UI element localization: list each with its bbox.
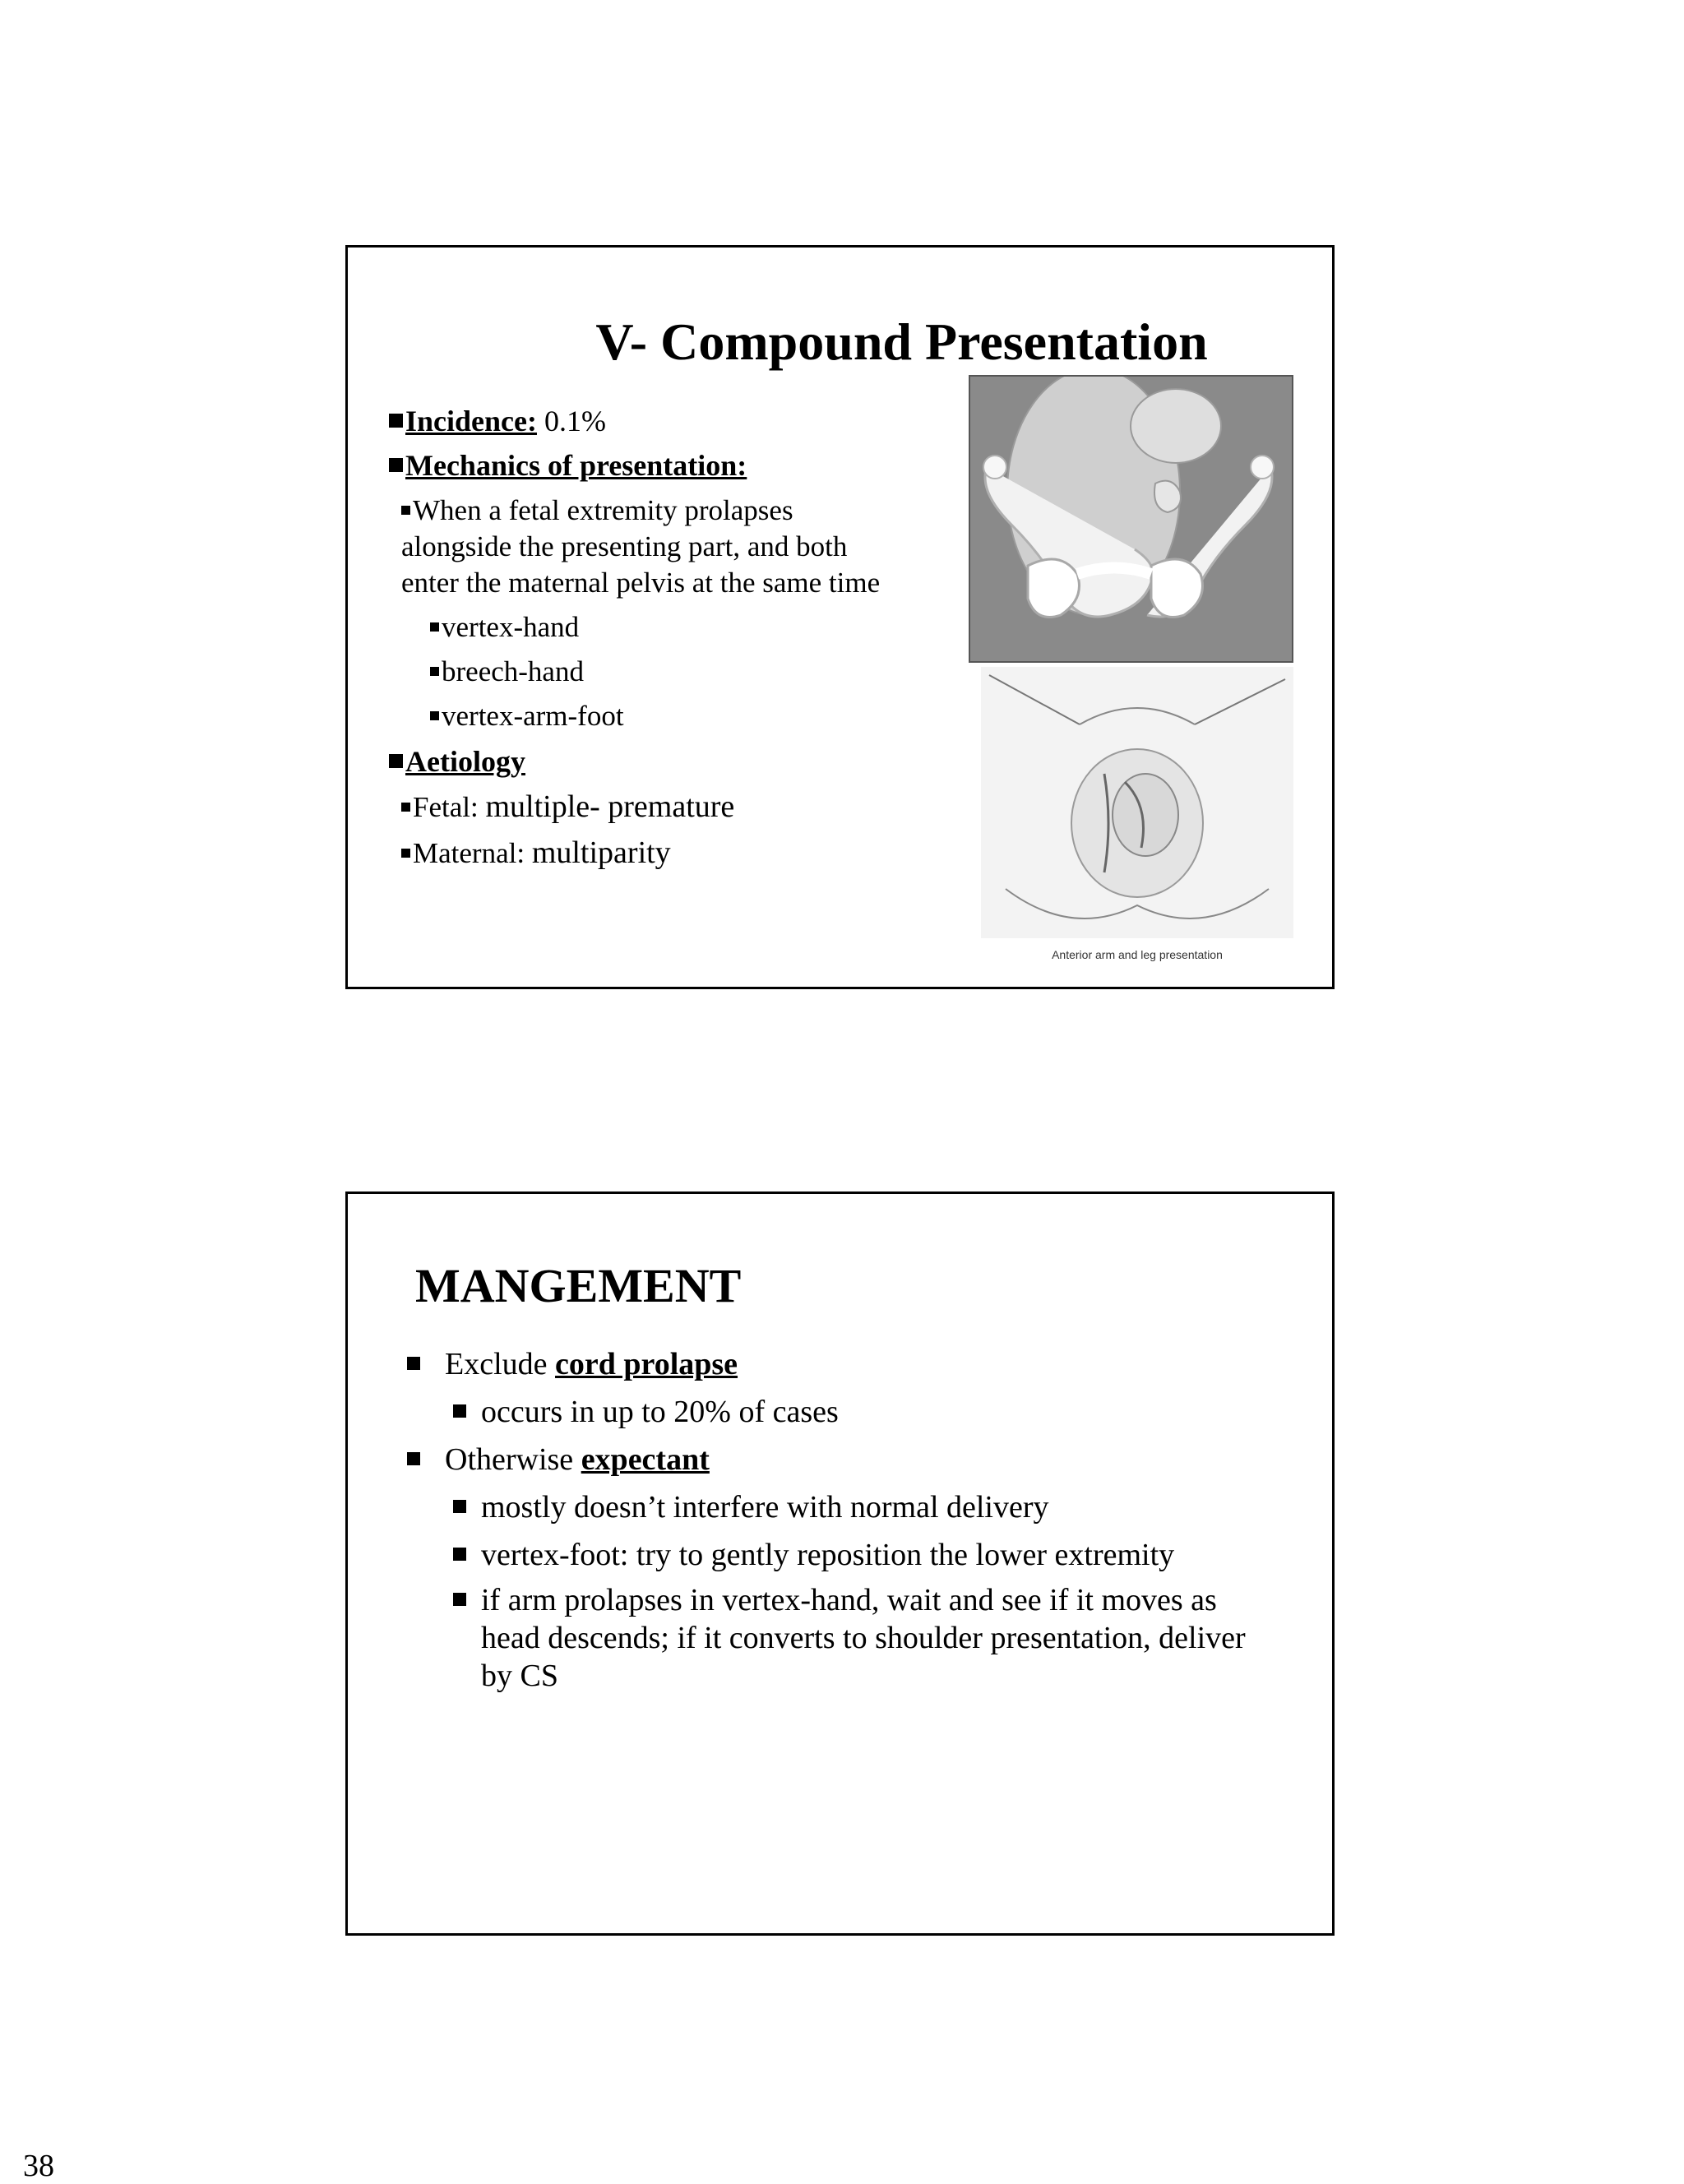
aetiology-maternal: Maternal: multiparity — [401, 835, 671, 871]
sub-bullet-occurs: occurs in up to 20% of cases — [453, 1394, 839, 1430]
bullet-square-icon — [453, 1500, 466, 1513]
page-number: 38 — [23, 2149, 54, 2183]
bullet-square-icon — [430, 667, 439, 676]
mechanics-label: Mechanics of presentation: — [405, 449, 747, 482]
bullet-square-icon — [453, 1548, 466, 1561]
sub-bullet-vertex-foot: vertex-foot: try to gently reposition the lower extremity — [453, 1537, 1174, 1573]
bullet-square-icon — [389, 754, 403, 768]
bullet-exclude-cord-prolapse: Exclude cord prolapse — [407, 1346, 738, 1382]
aetiology-label: Aetiology — [405, 745, 525, 778]
pelvis-illustration — [969, 375, 1293, 663]
expectant-emphasis: expectant — [581, 1442, 710, 1477]
bullet-square-icon — [389, 414, 403, 428]
arm-leg-sketch — [981, 667, 1293, 938]
bullet-otherwise-expectant: Otherwise expectant — [407, 1441, 710, 1478]
type-vertex-arm-foot: vertex-arm-foot — [430, 700, 624, 733]
type-vertex-hand: vertex-hand — [430, 611, 579, 644]
mechanics-heading — [389, 448, 747, 483]
mechanics-text-line-3: enter the maternal pelvis at the same time — [401, 567, 881, 599]
bullet-square-icon — [407, 1452, 420, 1465]
bullet-square-icon — [401, 506, 410, 515]
bullet-square-icon — [401, 803, 410, 812]
bullet-square-icon — [430, 622, 439, 632]
bullet-square-icon — [453, 1593, 466, 1606]
bullet-square-icon — [430, 711, 439, 720]
bullet-square-icon — [401, 849, 410, 858]
sub-bullet-normal-delivery: mostly doesn’t interfere with normal delivery — [453, 1489, 1049, 1525]
incidence-line — [389, 404, 606, 438]
incidence-value: 0.1% — [536, 405, 606, 437]
figure-caption: Anterior arm and leg presentation — [1052, 948, 1223, 961]
slide-title: V- Compound Presentation — [595, 312, 1208, 371]
cord-prolapse-emphasis: cord prolapse — [555, 1347, 738, 1381]
incidence-label: Incidence: — [405, 405, 537, 437]
type-breech-hand: breech-hand — [430, 655, 584, 688]
slide-compound-presentation — [345, 245, 1335, 989]
bullet-square-icon — [407, 1357, 420, 1370]
mechanics-text-line-2: alongside the presenting part, and both — [401, 530, 848, 562]
mechanics-text-line-1: When a fetal extremity prolapses — [401, 494, 793, 527]
bullet-square-icon — [453, 1404, 466, 1418]
slide-management — [345, 1191, 1335, 1936]
pelvis-drawing — [970, 377, 1292, 661]
aetiology-heading — [389, 744, 525, 779]
arm-leg-presentation-figure — [981, 667, 1293, 971]
aetiology-fetal: Fetal: multiple- premature — [401, 789, 734, 825]
sub-bullet-arm-prolapse: if arm prolapses in vertex-hand, wait and see if it moves as head descends; if it converts to shoulder presentation, deliver by CS — [453, 1581, 1270, 1695]
bullet-square-icon — [389, 458, 403, 472]
slide-title: MANGEMENT — [415, 1259, 742, 1312]
